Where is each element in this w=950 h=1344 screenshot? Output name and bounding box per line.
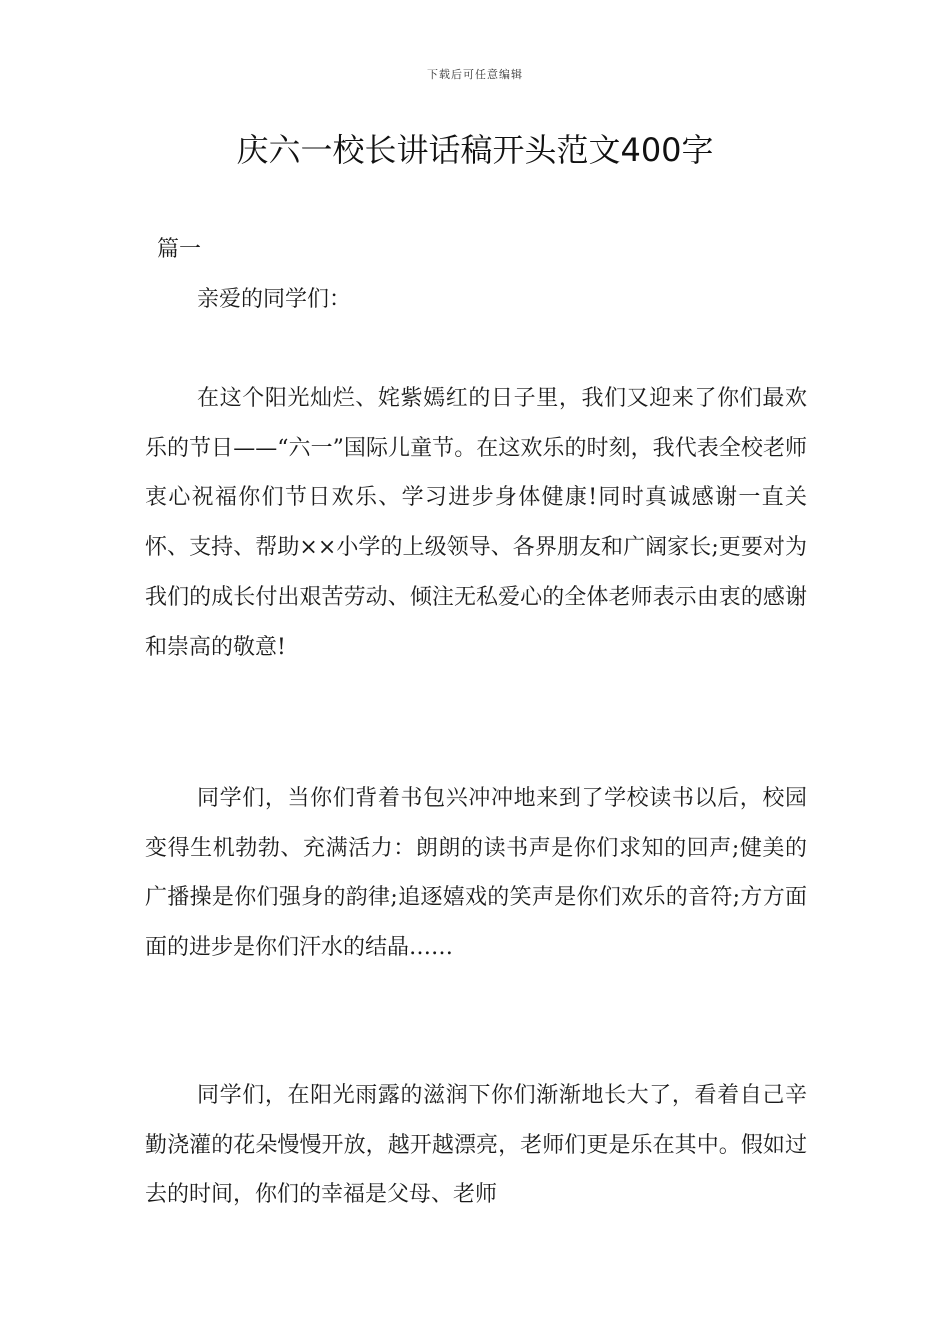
header-note: 下载后可任意编辑 xyxy=(427,68,523,81)
section-label: 篇一 xyxy=(157,237,202,262)
greeting-line: 亲爱的同学们： xyxy=(197,287,352,312)
paragraph-2: 同学们，当你们背着书包兴冲冲地来到了学校读书以后，校园变得生机勃勃、充满活力：朗朗的读书声是你们求知的回声;健美的广播操是你们强身的韵律;追逐嬉戏的笑声是你们欢乐的音符;方方面面的进步是你们汗水的结晶…… xyxy=(145,786,807,961)
page-title: 庆六一校长讲话稿开头范文400字 xyxy=(236,131,714,169)
paragraph-3: 同学们，在阳光雨露的滋润下你们渐渐地长大了，看着自己辛勤浇灌的花朵慢慢开放，越开越漂亮，老师们更是乐在其中。假如过去的时间，你们的幸福是父母、老师 xyxy=(145,1083,807,1208)
paragraph-1: 在这个阳光灿烂、姹紫嫣红的日子里，我们又迎来了你们最欢乐的节日——“六一”国际儿童节。在这欢乐的时刻，我代表全校老师衷心祝福你们节日欢乐、学习进步身体健康!同时真诚感谢一直关怀、支持、帮助××小学的上级领导、各界朋友和广阔家长;更要对为我们的成长付出艰苦劳动、倾注无私爱心的全体老师表示由衷的感谢和崇高的敬意! xyxy=(145,386,807,660)
